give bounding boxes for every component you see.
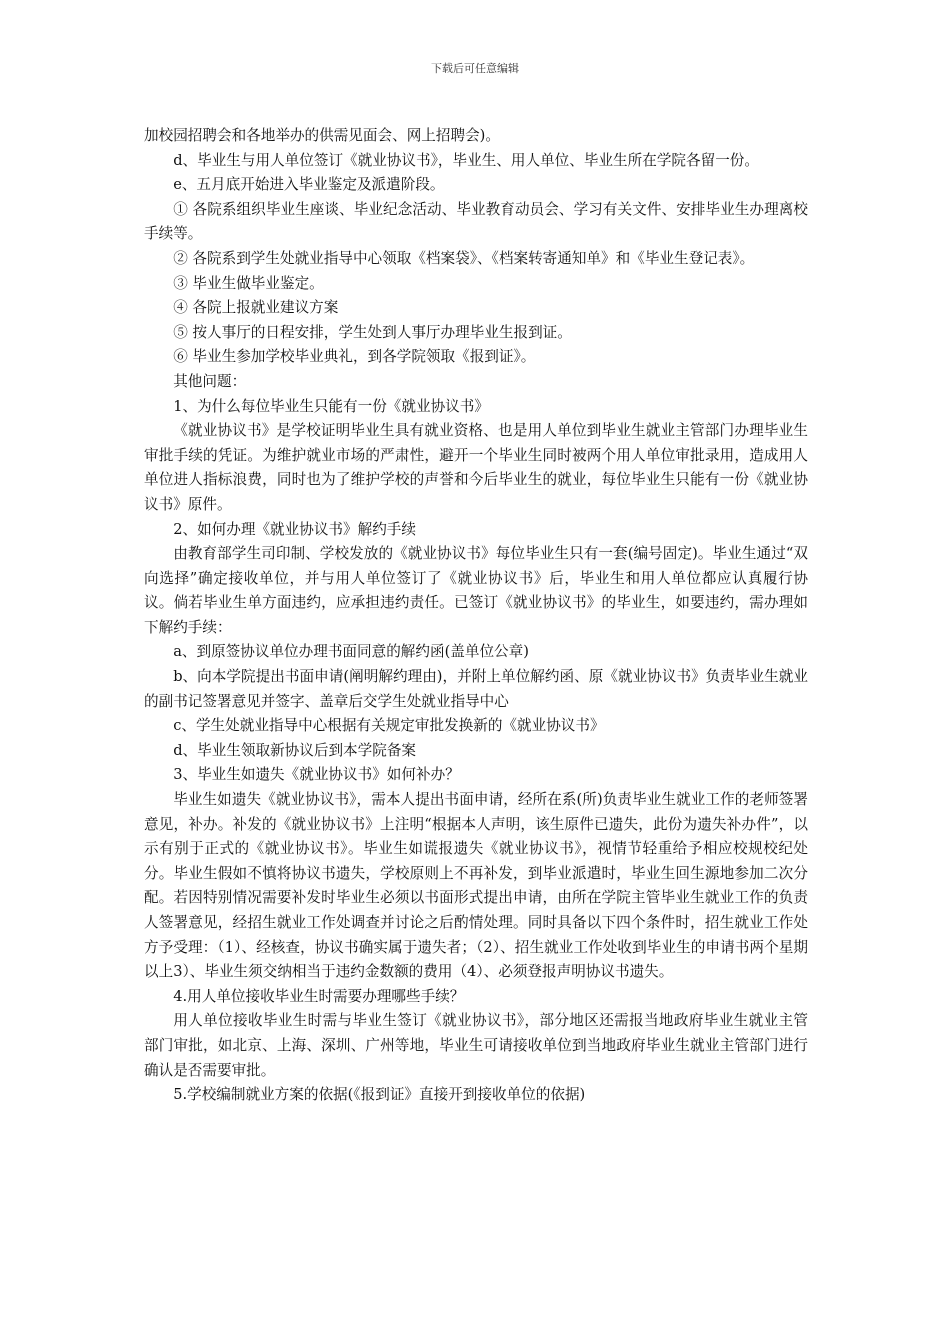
paragraph: d、毕业生与用人单位签订《就业协议书》，毕业生、用人单位、毕业生所在学院各留一份。	[173, 151, 759, 169]
paragraph: 其他问题：	[173, 372, 247, 390]
paragraph: c、学生处就业指导中心根据有关规定审批发换新的《就业协议书》	[173, 717, 605, 735]
paragraph: ⑤ 按人事厅的日程安排，学生处到人事厅办理毕业生报到证。	[173, 323, 572, 341]
paragraph: a、到原签协议单位办理书面同意的解约函(盖单位公章)	[173, 643, 529, 661]
paragraph: ③ 毕业生做毕业鉴定。	[173, 274, 324, 292]
paragraph: ④ 各院上报就业建议方案	[173, 299, 339, 317]
paragraph: 5.学校编制就业方案的依据(《报到证》直接开到接收单位的依据)	[173, 1086, 586, 1104]
page-header: 下载后可任意编辑	[431, 62, 519, 75]
paragraph: b、向本学院提出书面申请(阐明解约理由)，并附上单位解约函、原《就业协议书》负责毕业生就业的副书记签署意见并签字、盖章后交学生处就业指导中心	[144, 668, 808, 710]
paragraph: 3、毕业生如遗失《就业协议书》如何补办？	[173, 766, 460, 784]
paragraph: d、毕业生领取新协议后到本学院备案	[173, 741, 417, 759]
paragraph: 2、如何办理《就业协议书》解约手续	[173, 520, 416, 538]
paragraph: ② 各院系到学生处就业指导中心领取《档案袋》、《档案转寄通知单》和《毕业生登记表》。	[173, 249, 755, 267]
paragraph: 加校园招聘会和各地举办的供需见面会、网上招聘会)。	[144, 127, 500, 144]
paragraph: ① 各院系组织毕业生座谈、毕业纪念活动、毕业教育动员会、学习有关文件、安排毕业生办理离校手续等。	[144, 200, 808, 243]
paragraph: 1、为什么每位毕业生只能有一份《就业协议书》	[173, 397, 489, 415]
paragraph: ⑥ 毕业生参加学校毕业典礼，到各学院领取《报到证》。	[173, 348, 536, 366]
paragraph: 4.用人单位接收毕业生时需要办理哪些手续？	[173, 987, 465, 1005]
paragraph: 毕业生如遗失《就业协议书》，需本人提出书面申请，经所在系(所)负责毕业生就业工作的老师签署意见，补办。补发的《就业协议书》上注明“根据本人声明，该生原件已遗失，此份为遗失补办件”，以示有别于正式的《就业协议书》。毕业生如谎报遗失《就业协议书》，视情节轻重给予相应校规校纪处分。毕业生假如不慎将协议书遗失，学校原则上不再补发，到毕业派遣时，毕业生回生源地参加二次分配。若因特别情况需要补发时毕业生必须以书面形式提出申请，由所在学院主管毕业生就业工作的负责人签署意见，经招生就业工作处调查并讨论之后酌情处理。同时具备以下四个条件时，招生就业工作处方予受理：（1）、经核查，协议书确实属于遗失者；（2）、招生就业工作处收到毕业生的申请书两个星期以上3）、毕业生须交纳相当于违约金数额的费用（4）、必须登报声明协议书遗失。	[144, 791, 808, 981]
paragraph: e、五月底开始进入毕业鉴定及派遣阶段。	[173, 176, 445, 194]
document-body	[144, 124, 808, 1108]
paragraph: 用人单位接收毕业生时需与毕业生签订《就业协议书》，部分地区还需报当地政府毕业生就业主管部门审批，如北京、上海、深圳、广州等地，毕业生可请接收单位到当地政府毕业生就业主管部门进行确认是否需要审批。	[144, 1012, 808, 1079]
paragraph: 由教育部学生司印制、学校发放的《就业协议书》每位毕业生只有一套(编号固定)。毕业生通过“双向选择”确定接收单位，并与用人单位签订了《就业协议书》后，毕业生和用人单位都应认真履行协议。倘若毕业生单方面违约，应承担违约责任。已签订《就业协议书》的毕业生，如要违约，需办理如下解约手续：	[144, 545, 808, 636]
paragraph: 《就业协议书》是学校证明毕业生具有就业资格、也是用人单位到毕业生就业主管部门办理毕业生审批手续的凭证。为维护就业市场的严肃性，避开一个毕业生同时被两个用人单位审批录用，造成用人单位进人指标浪费，同时也为了维护学校的声誉和今后毕业生的就业，每位毕业生只能有一份《就业协议书》原件。	[144, 422, 808, 513]
